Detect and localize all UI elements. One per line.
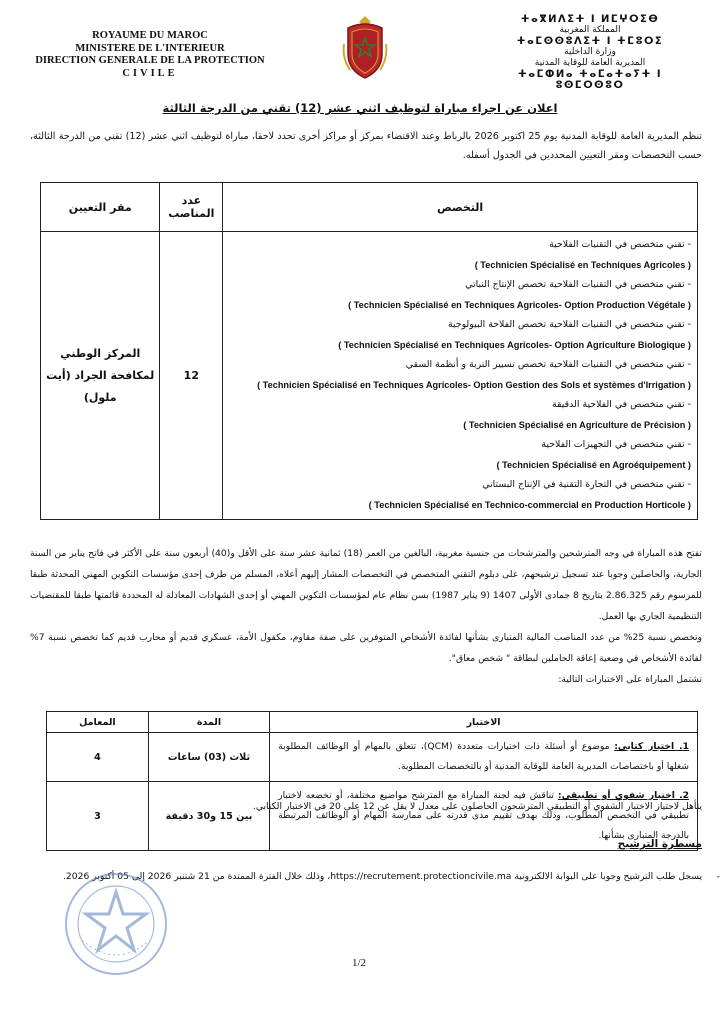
header-ar-line: ⵜⴰⵎⵀⵍⴰ ⵜⴰⵎⴰⵜⴰⵢⵜ ⵏ ⵓⵙⵎⵔⵙⵓⵔ xyxy=(517,69,663,91)
page-number: 1/2 xyxy=(352,957,367,969)
specialty-fr: ( Technicien Spécialisé en Techniques Agricoles- Option Production Végétale ) xyxy=(348,300,691,310)
specialty-ar: - تقني متخصص في التقنيات الفلاحية تخصص تسيير التربة و أنظمة السقي xyxy=(405,359,691,370)
assignment-seat: المركز الوطني لمكافحة الجراد (أيت ملول) xyxy=(41,232,160,520)
header-specialty: التخصص xyxy=(223,183,698,232)
specialty-fr: ( Technicien Spécialisé en Technico-commercial en Production Horticole ) xyxy=(368,500,691,510)
header-arabic xyxy=(492,14,688,91)
eligibility-paragraph: تفتح هذه المباراة في وجه المترشحين والمترشحات من جنسية مغربية، البالغين من العمر (18) ثمانية عشر سنة على الأقل و(40) أربعون سنة على الأكثر في فاتح يناير من السنة الجارية، والحاصلين وجوبا عند تسجيل ترشيحهم، على دبلوم التقني المتخصص في التخصصات المشار إليهم أعلاه، المسلم من طرف إحدى مؤسسات التكوين المهني المحدثة طبقا للمرسوم رقم 2.86.325 بتاريخ 8 جمادى الأولى 1407 (9 يناير 1987) بسن نظام عام لمؤسسات التكوين المهني أو إحدى الشهادات المعادلة له المحددة قائمتها طبقا للمقتضيات التنظيمية الجاري بها العمل. xyxy=(30,548,702,622)
exam-description: تناقش فيه لجنة المباراة مع المترشح مواضيع مختلفة، أو تخضعه لاختبار تطبيقي في التخصص المطلوب، وذلك بهدف تقييم مدى قدرته على ممارسة المهام أو الوظائف المرتبطة بالدرجة المتبارى بشأنها. xyxy=(278,790,689,841)
header-french xyxy=(34,30,266,80)
exam-duration: بين 15 و30 دقيقة xyxy=(148,782,269,851)
header-fr-line: ROYAUME DU MAROC xyxy=(92,30,208,41)
table-row xyxy=(47,782,698,851)
exams-table xyxy=(46,711,698,851)
header-ar-line: وزارة الداخلية xyxy=(564,47,616,57)
header-count: عدد المناصب xyxy=(160,183,223,232)
intro-paragraph: تنظم المديرية العامة للوقاية المدنية يوم 25 اكتوبر 2026 بالرباط وعند الاقتضاء بمركز أو مراكز أخرى تحدد لاحقا، مباراة لتوظيف اثني عشر (12) تقني من الدرجة الثالثة، حسب التخصصات ومقر التعيين المحددين في الجدول أسفله. xyxy=(30,131,703,161)
section-title: مسطرة الترشيح xyxy=(617,838,702,850)
specialty-ar: - تقني متخصص في التقنيات الفلاحية تخصص الإنتاج النباتي xyxy=(465,279,691,290)
header-exam: الاختبار xyxy=(270,712,698,733)
header-ar-line: المملكة المغربية xyxy=(559,25,621,35)
conditions-section xyxy=(30,543,702,690)
specialty-fr: ( Technicien Spécialisé en Agroéquipement ) xyxy=(496,460,691,470)
exams-intro: تشتمل المباراة على الاختبارات التالية: xyxy=(558,674,702,685)
specialty-fr: ( Technicien Spécialisé en Techniques Agricoles ) xyxy=(474,260,691,270)
page-title: اعلان عن اجراء مباراة لتوظيف اثني عشر (12) تقني من الدرجة الثالثة xyxy=(162,101,558,115)
table-row xyxy=(47,733,698,782)
bullet-dash-icon: - xyxy=(716,871,720,882)
positions-count: 12 xyxy=(160,232,223,520)
emblem-icon xyxy=(340,14,390,80)
qualification-note: يتأهل لاجتياز الاختبار الشفوي أو التطبيقي المترشحون الحاصلون على معدل لا يقل عن 12 على 20 في الاختبار الكتابي. xyxy=(252,801,702,812)
header-seat: مقر التعيين xyxy=(41,183,160,232)
header-fr-line: MINISTERE DE L'INTERIEUR xyxy=(75,42,225,54)
specialty-ar: - تقني متخصص في الفلاحية الدقيقة xyxy=(552,399,691,410)
specialty-ar: - تقني متخصص في التجهيزات الفلاحية xyxy=(541,439,691,450)
specialty-ar: - تقني متخصص في التقنيات الفلاحية xyxy=(549,239,691,250)
header-duration: المدة xyxy=(148,712,269,733)
exam-duration: ثلاث (03) ساعات xyxy=(148,733,269,782)
header-fr-line: CIVILE xyxy=(122,67,178,79)
official-stamp-icon xyxy=(62,870,170,978)
specialty-fr: ( Technicien Spécialisé en Agriculture de Précision ) xyxy=(463,420,691,430)
header-ar-line: ⵜⴰⵎⵙⵙⵓⴷⵉⵜ ⵏ ⵜⵎⵓⵔⵉ xyxy=(516,36,664,47)
header-ar-line: المديرية العامة للوقاية المدنية xyxy=(534,58,646,68)
positions-table xyxy=(40,182,698,520)
specialty-fr: ( Technicien Spécialisé en Techniques Agricoles- Option Agriculture Biologique ) xyxy=(338,340,691,350)
exam-label: 1. اختبار كتابي: xyxy=(614,741,689,752)
exam-label: 2. اختبار شفوي أو تطبيقي: xyxy=(557,790,689,801)
header-fr-line: DIRECTION GENERALE DE LA PROTECTION xyxy=(35,55,265,66)
specialties-cell xyxy=(223,232,698,520)
quota-paragraph: وتخصص نسبة 25% من عدد المناصب المالية المتبارى بشأنها لفائدة الأشخاص المتوفرين على صفة مقاوم، مكفول الأمة، عسكري قديم أو محارب قديم كما تخصص نسبة 7% لفائدة الأشخاص في وضعية إعاقة الحاملين لبطاقة " شخص معاق". xyxy=(30,632,702,664)
header-coefficient: المعامل xyxy=(47,712,149,733)
exam-cell xyxy=(270,733,698,782)
application-text: يسجل طلب الترشيح وجوبا على البوابة الالكترونية https://recrutement.protectioncivile.ma، وذلك خلال الفترة الممتدة من 21 شتنبر 2026 إلى 05 أكتوبر 2026. xyxy=(63,871,702,882)
header-ar-line: ⵜⴰⴳⵍⴷⵉⵜ ⵏ ⵍⵎⵖⵔⵉⴱ xyxy=(520,14,660,25)
specialty-fr: ( Technicien Spécialisé en Techniques Agricoles- Option Gestion des Sols et systèmes d'Irrigation ) xyxy=(257,380,691,390)
specialty-ar: - تقني متخصص في التقنيات الفلاحية تخصص الفلاحة البيولوجية xyxy=(447,319,691,330)
exam-description: موضوع أو أسئلة ذات اختيارات متعددة (QCM)، تتعلق بالمهام أو الوظائف المطلوبة شغلها أو باختصاصات المديرية العامة للوقاية المدنية أو بالتخصصات المطلوبة. xyxy=(278,741,689,772)
specialty-ar: - تقني متخصص في التجارة التقنية في الإنتاج البستاني xyxy=(482,479,691,490)
exam-coefficient: 4 xyxy=(47,733,149,782)
exam-coefficient: 3 xyxy=(47,782,149,851)
